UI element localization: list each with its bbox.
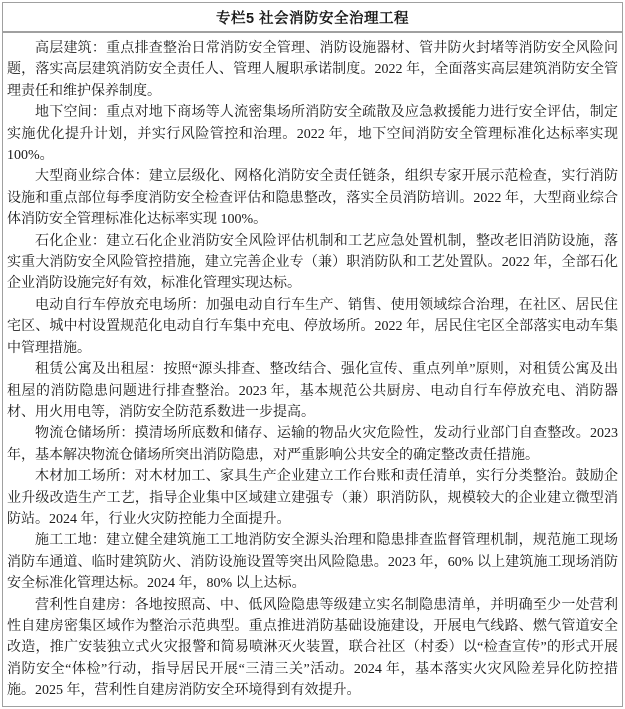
paragraph-label: 木材加工场所： — [35, 469, 135, 485]
paragraph-text: 重点排查整治日常消防安全管理、消防设施器材、管井防火封堵等消防安全风险问题，落实高层建筑消防安全责任人、管理人履职承诺制度。2022 年，全面落实高层建筑消防安全管理责任和维护保养制度。 — [7, 41, 618, 99]
paragraph-label: 高层建筑： — [35, 41, 107, 56]
paragraph-text: 按照“源头排查、整改结合、强化宣传、重点列单”原则，对租赁公寓及出租屋的消防隐患问题进行排查整治。2023 年，基本规范公共厨房、电动自行车停放充电、消防器材、用火用电等，消防安全防范系数进一步提高。 — [7, 362, 618, 420]
panel-header — [3, 3, 622, 33]
paragraph-text: 对木材加工、家具生产企业建立工作台账和责任清单，实行分类整治。鼓励企业升级改造生产工艺，指导企业集中区域建立建强专（兼）职消防队，规模较大的企业建立微型消防站。2024 年，行业火灾防控能力全面提升。 — [7, 469, 619, 527]
paragraph-self-built-housing — [7, 595, 618, 702]
paragraph-commercial-complex — [7, 166, 618, 230]
paragraph-label: 石化企业： — [35, 233, 107, 249]
paragraph-label: 地下空间： — [35, 105, 107, 121]
paragraph-high-rise — [7, 38, 618, 102]
paragraph-underground-space — [7, 102, 618, 166]
paragraph-text: 各地按照高、中、低风险隐患等级建立实名制隐患清单，并明确至少一处营利性自建房密集区域作为整治示范典型。重点推进消防基础设施建设，开展电气线路、燃气管道安全改造，推广安装独立式火灾报警和简易喷淋灭火装置，联合社区（村委）以“检查宣传”的形式开展消防安全“体检”行动，指导居民开展“三清三关”活动。2024 年，基本落实火灾风险差异化防控措施。2025 年，营利性自建房消防安全环境得到有效提升。 — [7, 597, 619, 699]
paragraph-label: 大型商业综合体： — [35, 169, 149, 185]
paragraph-wood-processing — [7, 466, 618, 530]
paragraph-label: 营利性自建房： — [35, 597, 135, 613]
paragraph-text: 建立健全建筑施工工地消防安全源头治理和隐患排查监督管理机制，规范施工现场消防车通道、临时建筑防火、消防设施设置等突出风险隐患。2023 年，60% 以上建筑施工现场消防安全标准化管理达标。2024 年，80% 以上达标。 — [7, 533, 618, 592]
paragraph-rental-housing — [7, 359, 618, 423]
paragraph-logistics-warehouse — [7, 423, 618, 466]
paragraph-construction-site — [7, 530, 618, 594]
panel-title: 专栏5 社会消防安全治理工程 — [215, 10, 410, 27]
panel-body — [3, 33, 622, 702]
paragraph-label: 租赁公寓及出租屋： — [35, 362, 164, 378]
paragraph-text: 建立石化企业消防安全风险评估机制和工艺应急处置机制，整改老旧消防设施，落实重大消防安全风险管控措施，建立完善企业专（兼）职消防队和工艺处置队。2022 年，全部石化企业消防设施完好有效，标准化管理实现达标。 — [7, 233, 618, 292]
paragraph-label: 电动自行车停放充电场所： — [35, 297, 206, 313]
paragraph-petrochemical — [7, 231, 618, 295]
paragraph-ebike-charging — [7, 295, 618, 359]
paragraph-label: 物流仓储场所： — [35, 426, 135, 442]
paragraph-text: 建立层级化、网格化消防安全责任链条，组织专家开展示范检查，实行消防设施和重点部位每季度消防安全检查评估和隐患整改，落实全员消防培训。2022 年，大型商业综合体消防安全管理标准化达标率实现 100%。 — [7, 169, 619, 228]
paragraph-text: 重点对地下商场等人流密集场所消防安全疏散及应急救援能力进行安全评估，制定实施优化提升计划，并实行风险管控和治理。2022 年，地下空间消防安全管理标准化达标率实现 100%。 — [7, 105, 618, 164]
paragraph-text: 摸清场所底数和储存、运输的物品火灾危险性，发动行业部门自查整改。2023 年，基本解决物流仓储场所突出消防隐患，对严重影响公共安全的确定整改责任措施。 — [7, 426, 619, 463]
paragraph-text: 加强电动自行车生产、销售、使用领域综合治理，在社区、居民住宅区、城中村设置规范化电动自行车集中充电、停放场所。2022 年，居民住宅区全部落实电动车集中管理措施。 — [7, 297, 619, 356]
feature-box — [2, 2, 623, 707]
paragraph-label: 施工工地： — [35, 533, 107, 549]
